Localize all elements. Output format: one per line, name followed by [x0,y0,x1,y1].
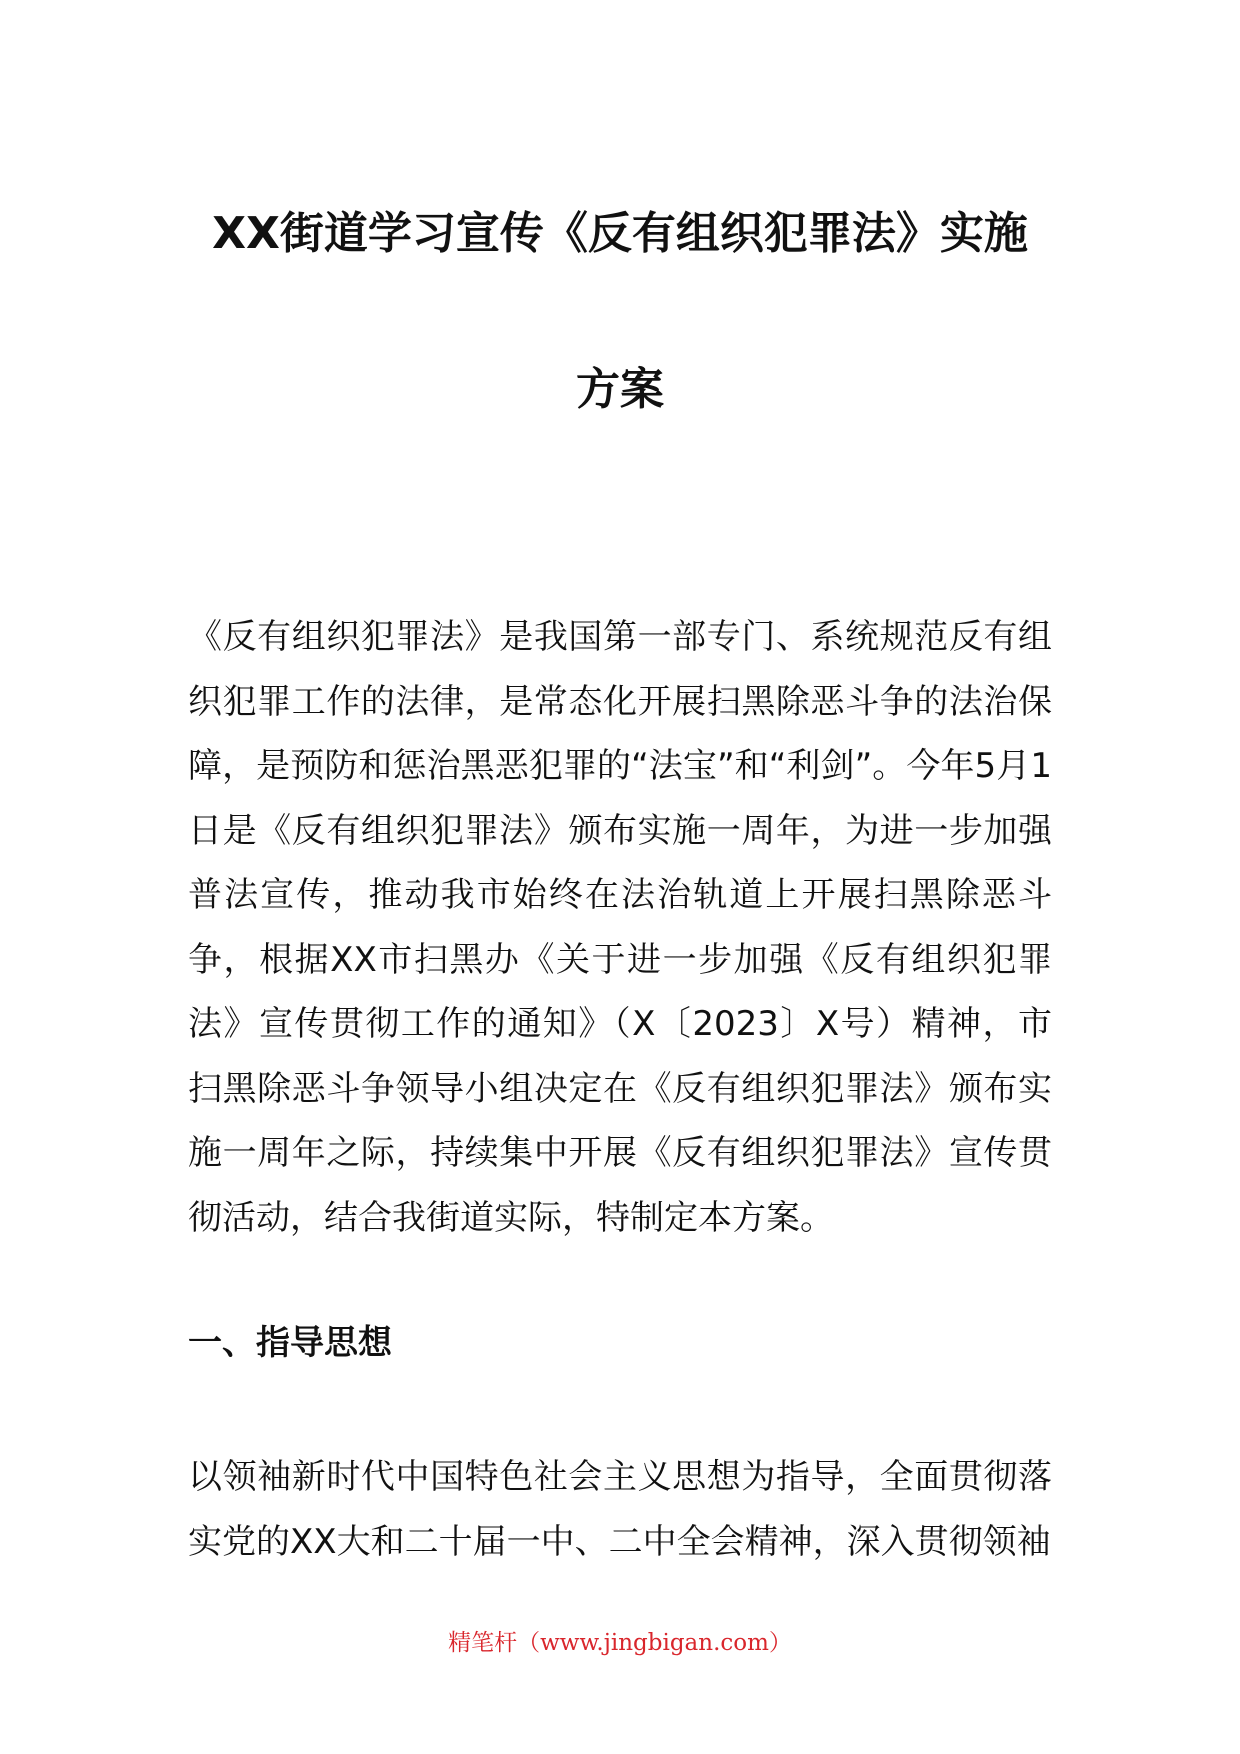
section-paragraph-guiding-ideology: 以领袖新时代中国特色社会主义思想为指导，全面贯彻落实党的XX大和二十届一中、二中全会精神，深入贯彻领袖 [188,1457,1052,1562]
document-title-line-1: XX街道学习宣传《反有组织犯罪法》实施 [212,208,1028,259]
document-title-line-2: 方案 [576,364,664,415]
section-heading-guiding-ideology: 一、指导思想 [188,1323,392,1363]
intro-paragraph: 《反有组织犯罪法》是我国第一部专门、系统规范反有组织犯罪工作的法律，是常态化开展扫黑除恶斗争的法治保障，是预防和惩治黑恶犯罪的“法宝”和“利剑”。今年5月1日是《反有组织犯罪法》颁布实施一周年，为进一步加强普法宣传，推动我市始终在法治轨道上开展扫黑除恶斗争，根据XX市扫黑办《关于进一步加强《反有组织犯罪法》宣传贯彻工作的通知》（X〔2023〕X号）精神，市扫黑除恶斗争领导小组决定在《反有组织犯罪法》颁布实施一周年之际，持续集中开展《反有组织犯罪法》宣传贯彻活动，结合我街道实际，特制定本方案。 [188,617,1052,1238]
footer-watermark: 精笔杆（www.jingbigan.com） [448,1630,792,1656]
